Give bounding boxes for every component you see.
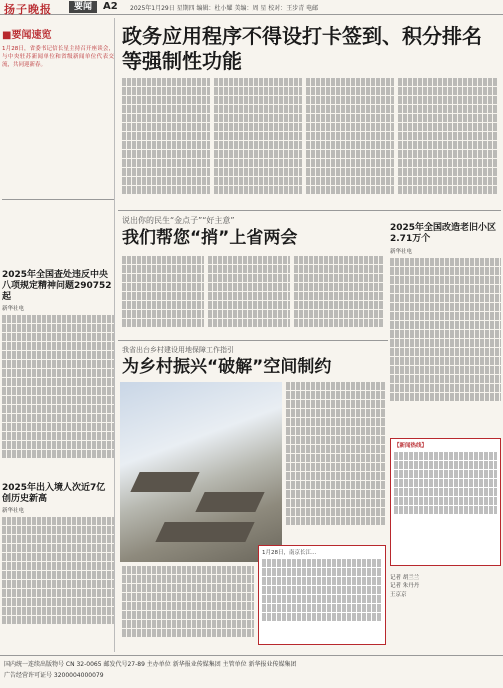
story2-kicker: 说出你的民生“金点子”“好主意” [122,216,235,225]
credits [390,574,501,599]
header-meta: 2025年1月29日 星期四 编辑：杜小耀 美编：周 星 校对：王步青 电邮 [130,5,319,12]
article-col-2 [214,78,302,203]
brief-headline-3: 2025年出入境人次近7亿创历史新高 [2,483,106,505]
story2-col-1 [122,256,204,334]
brief-source-2: 新华社电 [2,306,25,312]
page-number: A2 [103,1,118,12]
footer-line-2: 广告经营许可证号 3200004000079 [4,672,104,679]
right-body [390,258,501,408]
main-headline: 政务应用程序不得设打卡签到、积分排名等强制性功能 [122,24,482,73]
news-brief-title: ■要闻速览 [2,30,52,41]
credit-2: 记者 朱丹丹 [390,583,420,590]
credit-3: 王京京 [390,591,407,598]
divider [118,210,501,211]
article-col-1 [122,78,210,203]
credit-1: 记者 胡兰兰 [390,575,420,582]
story3-body-lower [122,566,254,646]
story2-col-2 [208,256,290,334]
brief-headline-2: 2025年全国查处违反中央八项规定精神问题290752起 [2,270,112,302]
photo-roof [195,492,264,512]
contact-title: 【新闻热线】 [394,443,428,450]
right-column [390,223,501,653]
photo-caption: 1月28日，南京长江… [262,550,317,556]
divider [2,199,114,200]
photo-roof [130,472,199,492]
right-headline: 2025年全国改造老旧小区2.71万个 [390,223,497,244]
photo-roof [155,522,254,542]
brief-item-1: 1月28日，省委书记信长星主持召开座谈会，与中央驻苏新闻单位和省级新闻单位代表交流，共同迎新春。 [2,46,114,69]
caption-box [258,545,386,645]
footer [0,655,503,688]
section-label: 要闻 [69,1,97,13]
story2-col-3 [294,256,384,334]
footer-line-1: 国内统一连续出版物号 CN 32-0065 邮发代号27-89 主办单位 新华报业传媒集团 主管单位 新华报业传媒集团 [4,661,297,668]
story3-headline: 为乡村振兴“破解”空间制约 [122,357,332,377]
brief-body-2 [2,315,114,465]
brief-body-3 [2,517,114,637]
news-photo [120,382,282,562]
story3-kicker: 我省出台乡村建设用地保障工作指引 [122,346,234,354]
article-col-3 [306,78,394,203]
story3-body [286,382,386,542]
right-source: 新华社电 [390,249,413,255]
left-column [2,18,115,652]
story2-headline: 我们帮您“捎”上省两会 [122,228,298,248]
brand-logo: 扬子晚报 [4,3,52,16]
caption-body [262,559,382,629]
divider [118,340,388,341]
contact-body [394,452,497,522]
article-col-4 [398,78,498,203]
brief-source-3: 新华社电 [2,508,25,515]
contact-box [390,438,501,566]
